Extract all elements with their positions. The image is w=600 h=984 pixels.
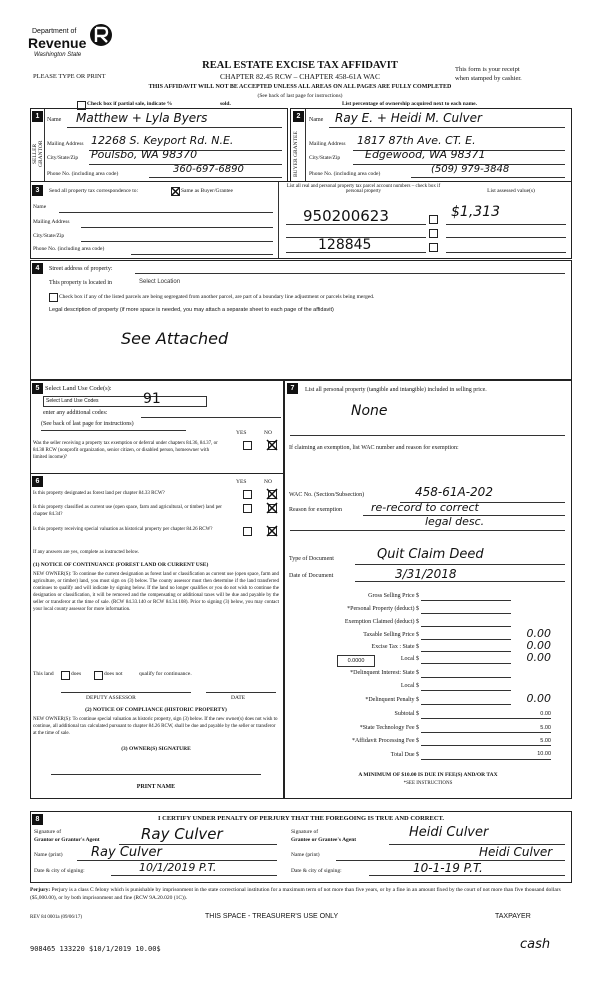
seller-address-label: Mailing Address [47,141,84,147]
certify-statement: I CERTIFY UNDER PENALTY OF PERJURY THAT THE FOREGOING IS TRUE AND CORRECT. [157,815,444,822]
notice-compliance-body: NEW OWNER(S): To continue special valuation as historic property, sign (3) below. If the new owner(s) does not wish to continue, all additional tax calculated pursuant to chapter 84.26 RCW, shall be due and payable by the seller or transferor at the time of sale. [33,717,278,736]
doc-type-label: Type of Document [289,556,334,562]
exemption-header: If claiming an exemption, list WAC number and reason for exemption: [289,445,459,451]
delinquent-penalty-label: *Delinquent Penalty $ [365,697,419,703]
grantee-date-city-label: Date & city of signing: [291,868,342,874]
partial-sale-sold: sold. [220,101,231,107]
grantor-signature[interactable]: Ray Culver [141,825,223,843]
section-buyer [290,108,572,182]
section-number: 7 [287,383,298,394]
notice-compliance-title: (2) NOTICE OF COMPLIANCE (HISTORIC PROPERTY) [85,707,227,713]
parcel-number-1[interactable]: 950200623 [303,207,389,225]
personal-deduct-label: *Personal Property (deduct) $ [347,606,419,612]
date-label: DATE [231,695,246,701]
historic-yes-checkbox[interactable] [243,527,252,536]
check-mark-icon [266,502,278,514]
ownership-list-note: List percentage of ownership acquired next to each name. [342,101,477,107]
historic-question: Is this property receiving special valuation as historical property per chapter 84.26 RCW? [33,527,213,532]
section-6 [30,473,284,799]
additional-codes-label: enter any additional codes: [43,410,108,416]
location-select[interactable]: Select Location [139,279,181,285]
wac-label: WAC No. (Section/Subsection) [289,492,365,498]
buyer-name[interactable]: Ray E. + Heidi M. Culver [335,111,482,125]
section-4 [30,260,572,380]
forest-no-checkbox[interactable] [268,490,277,499]
form-number: REV 84 0001a (09/06/17) [30,915,82,920]
land-does-not-checkbox[interactable] [94,671,103,680]
legal-description-value[interactable]: See Attached [121,329,229,348]
segregated-checkbox[interactable] [49,293,58,302]
current-use-yes-checkbox[interactable] [243,504,252,513]
s3-name-label: Name [33,204,47,210]
section-number: 1 [32,111,43,122]
s3-address-label: Mailing Address [33,219,70,225]
this-land-label: This land [33,671,54,677]
forest-land-question: Is this property designated as forest land per chapter 84.33 RCW? [33,491,165,496]
forest-yes-checkbox[interactable] [243,490,252,499]
grantor-date-city[interactable]: 10/1/2019 P.T. [139,861,217,874]
tech-fee-label: *State Technology Fee $ [359,725,419,731]
excise-state-label: Excise Tax : State $ [371,644,419,650]
exemption-question: Was the seller receiving a property tax exemption or deferral under chapters 84.36, 84.37, or 84.38 RCW (nonprofit organization, senior citizen, or disabled person, homeowner with limited income)? [33,441,218,460]
back-instructions: (See back of last page for instructions) [257,93,343,99]
wac-value[interactable]: 458-61A-202 [415,485,493,499]
land-does-label: does [71,671,82,677]
buyer-phone-label: Phone No. (including area code) [309,171,381,177]
land-does-not-label: does not [104,671,123,677]
same-as-buyer-label: Same as Buyer/Grantee [181,188,233,194]
treasurer-use-label: THIS SPACE - TREASURER'S USE ONLY [205,913,339,920]
personal-property-label: List all personal property (tangible and intangible) included in selling price. [305,387,487,393]
dor-logo [22,22,122,72]
section-number: 5 [32,383,43,394]
affidavit-fee-value: 5.00 [540,738,551,744]
total-due-value: 10.00 [537,751,551,757]
seller-side-label: SELLER GRANTOR [32,140,44,168]
agency-line1: Department of [32,28,77,35]
notice-continuance-body: NEW OWNER(S): To continue the current designation as forest land or classification as current use (open space, farm and agriculture, or timber) land, you must sign on (3) below. The county assessor must then determine if the land transferred continues to qualify and will indicate by signing below. If the land no longer qualifies or you do not wish to continue the designation or classification, it will be removed and the compensating or additional taxes will be due and payable by the seller or transferor at the time of sale. (RCW 84.33.140 or RCW 84.34.108). Prior to signing (3) below, you may contact your local county assessor for more information. [33,572,279,612]
located-in-label: This property is located in [49,280,112,286]
reason-value-1[interactable]: re-record to correct [371,501,479,514]
current-use-question: Is this property classified as current use (open space, farm and agricultural, or timber) land per chapter 84.34? [33,505,222,517]
form-chapter: CHAPTER 82.45 RCW – CHAPTER 458-61A WAC [220,72,380,81]
section-8 [30,811,572,883]
subtotal-label: Subtotal $ [394,711,419,717]
buyer-city-label: City/State/Zip [309,155,341,161]
historic-no-checkbox[interactable] [268,527,277,536]
grantee-signature-of: Signature of [291,829,319,835]
minimum-due-note: A MINIMUM OF $10.00 IS DUE IN FEE(S) AND/OR TAX [358,772,498,778]
legal-description-label: Legal description of property (if more space is needed, you may attach a separate sheet to each page of the affidavit) [49,307,334,313]
parcel-3-personal-checkbox[interactable] [429,243,438,252]
section-5 [30,380,284,474]
buyer-phone[interactable]: (509) 979-3848 [431,164,510,175]
local-value[interactable]: 0.00 [526,651,551,664]
receipt-note2: when stamped by cashier. [455,75,522,82]
buyer-address-label: Mailing Address [309,141,346,147]
buyer-side-label: BUYER GRANTEE [293,131,299,177]
seller-phone-label: Phone No. (including area code) [47,171,119,177]
see-instructions-note: *SEE INSTRUCTIONS [403,781,453,786]
parcel-2-checkbox[interactable] [429,229,438,238]
yes-header: YES [236,479,247,485]
grantee-agent-label: Grantee or Grantee's Agent [291,837,357,843]
parcel-1-personal-checkbox[interactable] [429,215,438,224]
s3-city-label: City/State/Zip [33,233,65,239]
grantor-printed-name[interactable]: Ray Culver [91,845,162,860]
assessed-header: List assessed value(s) [487,188,535,194]
print-name-label: PRINT NAME [136,784,176,790]
no-header: NO [264,430,272,436]
buyer-name-label: Name [309,117,324,123]
perjury-label: Perjury: [30,887,51,893]
section-number: 4 [32,263,43,274]
section-number: 8 [32,814,43,825]
doc-date-label: Date of Document [289,573,334,579]
seller-address[interactable]: 12268 S. Keyport Rd. N.E. [91,134,234,147]
section-7 [284,380,572,799]
grantor-agent-label: Grantor or Grantor's Agent [34,837,100,843]
yes-header: YES [236,430,247,436]
street-address-label: Street address of property: [49,266,113,272]
taxable-price-label: Taxable Selling Price $ [363,632,419,638]
land-use-value[interactable]: 91 [143,391,161,407]
check-mark-icon [266,439,278,451]
exemption-yes-checkbox[interactable] [243,441,252,450]
section-seller [30,108,288,182]
receipt-note1: This form is your receipt [455,66,520,73]
seller-name-label: Name [47,117,62,123]
buyer-city[interactable]: Edgewood, WA 98371 [365,148,486,161]
seller-phone[interactable]: 360-697-6890 [173,164,244,175]
perjury-note [30,886,570,902]
grantor-date-city-label: Date & city of signing: [34,868,85,874]
s3-phone-label: Phone No. (including area code) [33,246,105,252]
send-correspondence-label: Send all property tax correspondence to: [49,188,139,194]
seller-city[interactable]: Poulsbo, WA 98370 [91,148,198,161]
current-use-no-checkbox[interactable] [268,504,277,513]
parcel-number-2[interactable]: 128845 [318,237,372,253]
segregated-label: Check box if any of the listed parcels are being segregated from another parcel, are part of a boundary line adjustment or parcels being merged. [59,294,375,300]
check-mark-icon [171,187,180,196]
parcel-header: List all real and personal property tax parcel account numbers – check box if personal property [286,184,441,194]
reason-value-2[interactable]: legal desc. [425,515,485,528]
section-3 [30,181,572,259]
seller-name[interactable]: Matthew + Lyla Byers [76,111,208,125]
land-use-label: Select Land Use Code(s): [45,385,112,392]
notice-continuance-title: (1) NOTICE OF CONTINUANCE (FOREST LAND OR CURRENT USE) [33,562,209,568]
agency-line3: Washington State [34,52,82,58]
total-due-label: Total Due $ [390,752,419,758]
check-mark-icon [266,525,278,537]
check-mark-icon [266,488,278,500]
grantee-name-print-label: Name (print) [291,852,320,858]
deputy-assessor-label: DEPUTY ASSESSOR [86,695,136,701]
section-number: 6 [32,476,43,487]
grantee-date-city[interactable]: 10-1-19 P.T. [413,861,483,875]
dor-logo-icon [88,22,114,48]
same-as-buyer-checkbox[interactable] [171,187,180,196]
land-does-checkbox[interactable] [61,671,70,680]
qualify-label: qualify for continuance. [139,671,192,677]
gross-price-label: Gross Selling Price $ [368,593,419,599]
grantor-signature-of: Signature of [34,829,62,835]
reason-label: Reason for exemption [289,507,342,513]
see-back-label: (See back of last page for instructions) [41,421,134,427]
delinquent-penalty-value[interactable]: 0.00 [526,692,551,705]
grantee-printed-name[interactable]: Heidi Culver [479,845,553,859]
local-label: Local $ [400,656,419,662]
agency-line2: Revenue [28,35,87,51]
assessed-value-1[interactable]: $1,313 [451,204,500,220]
local-2-label: Local $ [400,683,419,689]
form-title: REAL ESTATE EXCISE TAX AFFIDAVIT [202,60,398,71]
doc-date-value[interactable]: 3/31/2018 [395,567,457,581]
exemption-no-checkbox[interactable] [268,441,277,450]
personal-property-value[interactable]: None [351,403,388,419]
taxpayer-label: TAXPAYER [495,913,531,920]
delinquent-interest-label: *Delinquent Interest: State $ [350,670,419,676]
rate-box[interactable]: 0.0000 [337,655,375,667]
cashier-stamp: 908465 133220 $10/1/2019 10.00$ [30,945,161,953]
section-number: 3 [32,185,43,196]
owner-signature-label: (3) OWNER(S) SIGNATURE [121,746,191,752]
type-or-print: PLEASE TYPE OR PRINT [33,73,106,80]
affidavit-fee-label: *Affidavit Processing Fee $ [351,738,419,744]
section-number: 2 [293,111,304,122]
warning: THIS AFFIDAVIT WILL NOT BE ACCEPTED UNLESS ALL AREAS ON ALL PAGES ARE FULLY COMPLETED [148,84,452,90]
cash-note: cash [520,937,551,952]
buyer-address[interactable]: 1817 87th Ave. CT. E. [357,134,476,147]
tech-fee-value: 5.00 [540,725,551,731]
taxable-price-value[interactable]: 0.00 [526,627,551,640]
exemption-claimed-label: Exemption Claimed (deduct) $ [344,619,419,625]
perjury-text: Perjury is a class C felony which is punishable by imprisonment in the state correctional institution for a maximum term of not more than five years, or by a fine in an amount fixed by the court of not more than five thousand dollars ($5,000.00), or by both imprisonment and fine (RCW 9A.20.020 (1C)). [30,887,561,901]
seller-city-label: City/State/Zip [47,155,79,161]
grantee-signature[interactable]: Heidi Culver [409,825,489,840]
excise-state-value[interactable]: 0.00 [526,639,551,652]
doc-type-value[interactable]: Quit Claim Deed [377,547,484,562]
partial-sale-label: Check box if partial sale, indicate % [87,101,173,107]
land-use-select[interactable]: Select Land Use Codes [43,396,207,407]
no-header: NO [264,479,272,485]
subtotal-value: 0.00 [540,711,551,717]
if-any-yes-note: If any answers are yes, complete as instructed below. [33,550,140,555]
grantor-name-print-label: Name (print) [34,852,63,858]
